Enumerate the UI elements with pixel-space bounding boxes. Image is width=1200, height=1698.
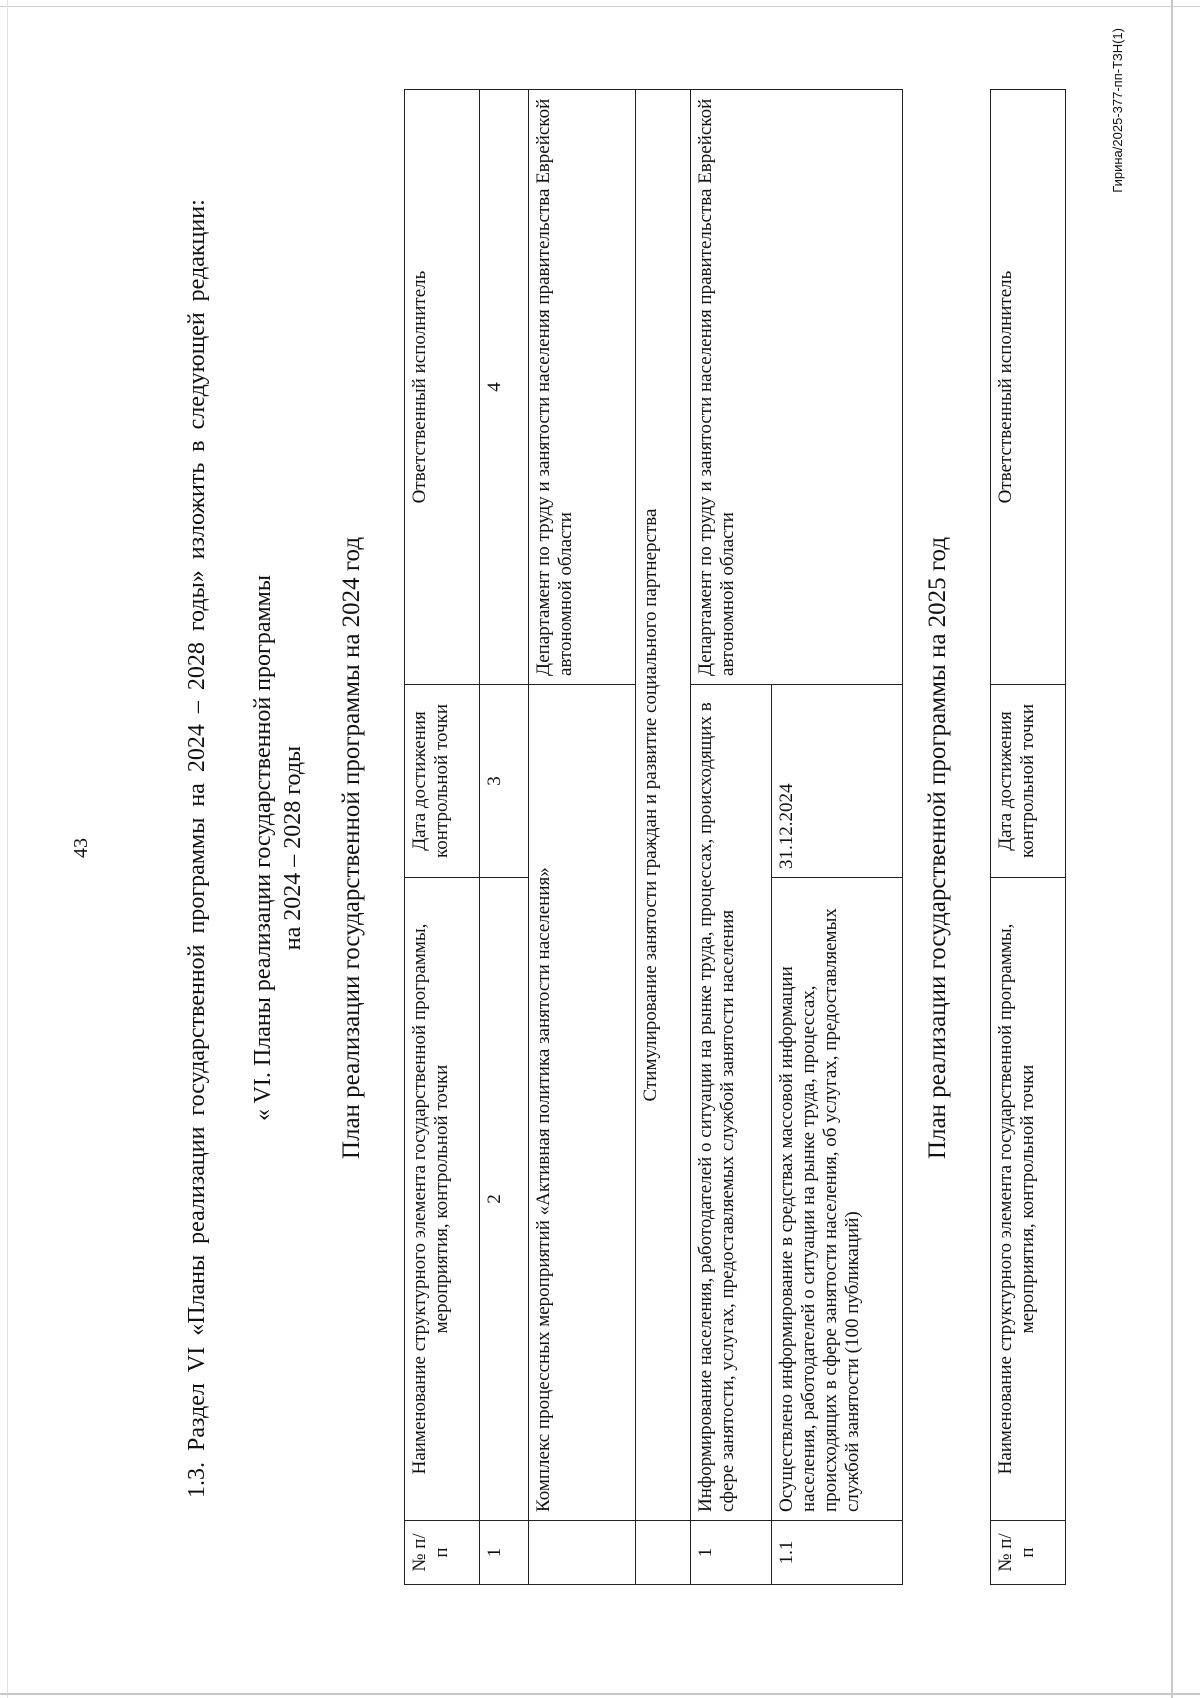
column-number: 3: [480, 685, 529, 878]
row-num: [529, 1521, 636, 1585]
header-executor: Ответственный исполнитель: [991, 90, 1066, 685]
table-row-task: [691, 90, 772, 1585]
row-name: Информирование населения, работодателей о ситуации на рынке труда, процессах, происходящих в сфере занятости, услугах, предоставляемых службой занятости населения: [691, 685, 772, 1521]
column-number-row: [480, 90, 529, 1585]
row-name: Осуществлено информирование в средствах массовой информации населения, работодателей о ситуации на рынке труда, процессах, происходящих в сфере занятости населения, об услугах, предоставляемых службой занятости (100 публикаций): [772, 878, 903, 1521]
row-executor: Департамент по труду и занятости населения правительства Еврейской автономной области: [691, 90, 903, 685]
header-num: № п/п: [991, 1521, 1066, 1585]
intro-paragraph: 1.3. Раздел VI «Планы реализации государственной программы на 2024 – 2028 годы» изложить в следующей редакции:: [184, 199, 210, 1498]
table-row-subheading: [636, 90, 691, 1585]
row-num-empty: [636, 1521, 691, 1585]
section-title: [248, 398, 308, 1298]
row-subheading: Стимулирование занятости граждан и развитие социального партнерства: [636, 90, 691, 1521]
document-code: Гирина/2025-377-пп-ТЗН(1): [1110, 28, 1125, 193]
plan-2025-table: [990, 89, 1066, 1585]
header-executor: Ответственный исполнитель: [405, 90, 480, 685]
header-date: Дата достижения контрольной точки: [991, 685, 1066, 878]
header-name: Наименование структурного элемента государственной программы, мероприятия, контрольной точки: [991, 878, 1066, 1521]
row-num: 1.1: [772, 1521, 903, 1585]
header-date: Дата достижения контрольной точки: [405, 685, 480, 878]
row-date: 31.12.2024: [772, 685, 903, 878]
header-name: Наименование структурного элемента государственной программы, мероприятия, контрольной точки: [405, 878, 480, 1521]
plan-2024-table: [404, 89, 903, 1585]
section-title-line-2: на 2024 – 2028 годы: [280, 745, 306, 951]
section-title-line-1: « VI. Планы реализации государственной программы: [250, 575, 276, 1121]
column-number: 2: [480, 878, 529, 1521]
row-executor: Департамент по труду и занятости населения правительства Еврейской автономной области: [529, 90, 636, 685]
row-name: Комплекс процессных мероприятий «Активная политика занятости населения»: [529, 685, 636, 1521]
table-row-complex: [529, 90, 636, 1585]
plan-2025-title: План реализации государственной программы на 2025 год: [924, 536, 951, 1160]
page-number: 43: [70, 838, 92, 858]
table-header-row: [991, 90, 1066, 1585]
plan-2024-title: План реализации государственной программы на 2024 год: [338, 536, 365, 1160]
column-number: 1: [480, 1521, 529, 1585]
column-number: 4: [480, 90, 529, 685]
row-num: 1: [691, 1521, 772, 1585]
header-num: № п/п: [405, 1521, 480, 1585]
table-header-row: [405, 90, 480, 1585]
